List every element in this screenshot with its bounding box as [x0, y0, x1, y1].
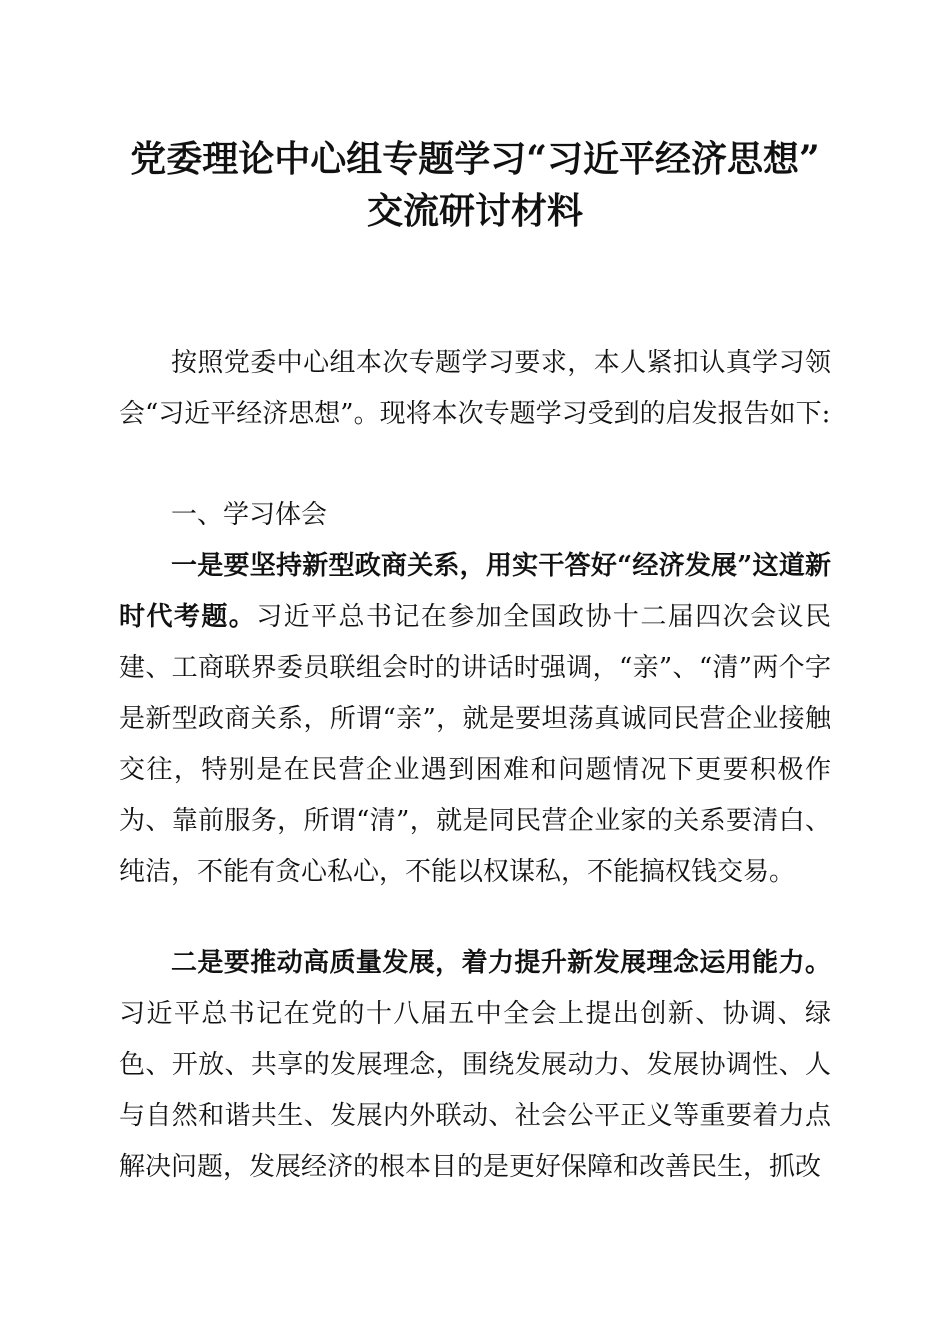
section-heading: 一、学习体会 [171, 500, 328, 530]
point-1-paragraph [119, 541, 831, 898]
document-title-line-2: 交流研讨材料 [366, 190, 583, 232]
point-2-paragraph [119, 938, 831, 1193]
point-1-lead: 一是要坚持新型政商关系，用实干答好“经济发展”这道新时代考题。 [119, 551, 831, 632]
point-1-body: 习近平总书记在参加全国政协十二届四次会议民建、工商联界委员联组会时的讲话时强调，“亲”、“清”两个字是新型政商关系，所谓“亲”，就是要坦荡真诚同民营企业接触交往，特别是在民营企业遇到困难和问题情况下更要积极作为、靠前服务，所谓“清”，就是同民营企业家的关系要清白、纯洁，不能有贪心私心，不能以权谋私，不能搞权钱交易。 [119, 602, 831, 887]
point-2-body: 习近平总书记在党的十八届五中全会上提出创新、协调、绿色、开放、共享的发展理念，围绕发展动力、发展协调性、人与自然和谐共生、发展内外联动、社会公平正义等重要着力点解决问题，发展经济的根本目的是更好保障和改善民生，抓改 [119, 999, 831, 1182]
point-2-lead: 二是要推动高质量发展，着力提升新发展理念运用能力。 [171, 948, 831, 978]
document-title-line-1: 党委理论中心组专题学习“习近平经济思想” [130, 138, 820, 180]
intro-paragraph: 按照党委中心组本次专题学习要求，本人紧扣认真学习领会“习近平经济思想”。现将本次专题学习受到的启发报告如下: [119, 348, 831, 429]
